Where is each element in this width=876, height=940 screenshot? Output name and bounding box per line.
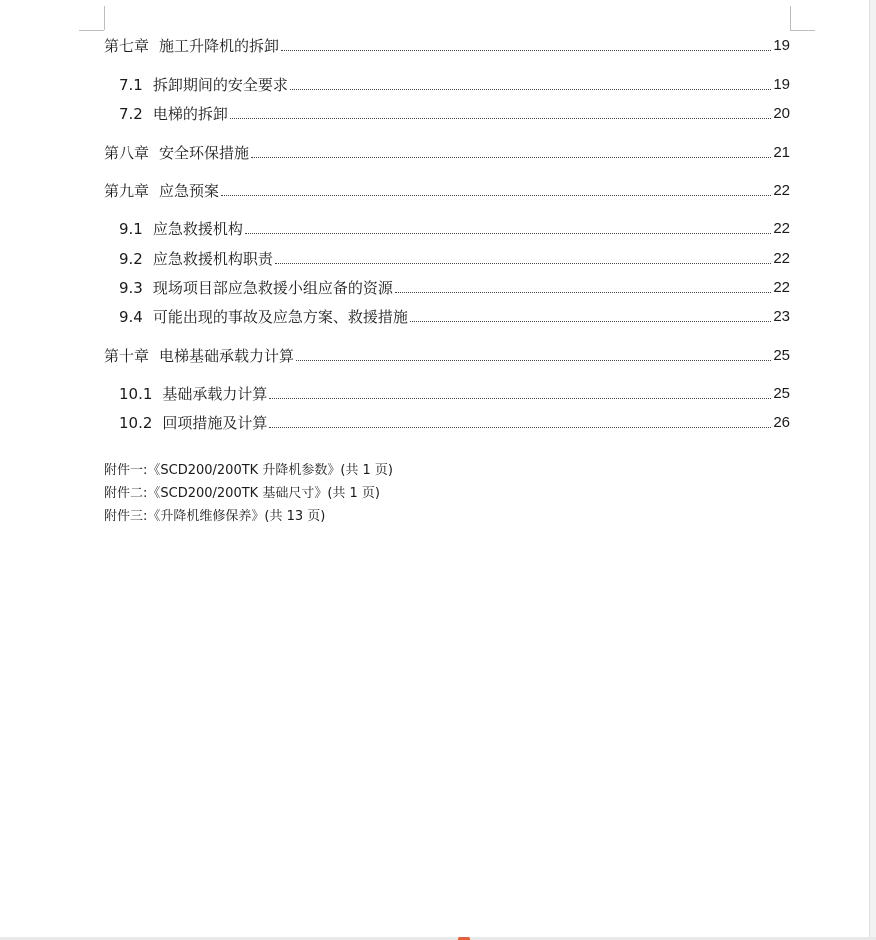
toc-entry-section-9-3[interactable] (119, 278, 790, 298)
crop-mark-top-left-horizontal (79, 30, 104, 31)
toc-page-number: 25 (773, 347, 790, 364)
attachment-list (104, 459, 393, 528)
toc-entry-title: 9.1 应急救援机构 (119, 220, 243, 238)
toc-entry-section-9-4[interactable] (119, 307, 790, 327)
toc-page-number: 22 (773, 220, 790, 237)
toc-leader-dots (269, 427, 771, 428)
toc-entry-title: 7.1 拆卸期间的安全要求 (119, 76, 288, 94)
toc-entry-chapter-8[interactable] (104, 143, 790, 163)
toc-entry-chapter-7[interactable] (104, 36, 790, 56)
toc-page-number: 20 (773, 105, 790, 122)
toc-entry-title: 9.2 应急救援机构职责 (119, 250, 273, 268)
toc-entry-section-10-2[interactable] (119, 413, 790, 433)
toc-page-number: 22 (773, 182, 790, 199)
toc-entry-title: 7.2 电梯的拆卸 (119, 105, 228, 123)
crop-mark-top-right-horizontal (790, 30, 815, 31)
toc-page-number: 22 (773, 250, 790, 267)
toc-page-number: 26 (773, 414, 790, 431)
attachment-line-3: 附件三:《升降机维修保养》(共 13 页) (104, 509, 326, 524)
toc-entry-section-7-2[interactable] (119, 104, 790, 124)
toc-entry-chapter-9[interactable] (104, 181, 790, 201)
toc-leader-dots (269, 398, 771, 399)
crop-mark-top-right-vertical (790, 6, 791, 30)
attachment-line-1: 附件一:《SCD200/200TK 升降机参数》(共 1 页) (104, 463, 394, 478)
toc-leader-dots (275, 263, 771, 264)
toc-entry-title: 第十章 电梯基础承载力计算 (104, 347, 295, 365)
attachment-line-2: 附件二:《SCD200/200TK 基础尺寸》(共 1 页) (104, 486, 381, 501)
toc-entry-section-9-1[interactable] (119, 219, 790, 239)
toc-page-number: 19 (773, 37, 790, 54)
toc-leader-dots (290, 89, 771, 90)
toc-leader-dots (221, 195, 771, 196)
toc-page-number: 21 (773, 144, 790, 161)
toc-leader-dots (395, 292, 771, 293)
toc-entry-title: 10.1 基础承载力计算 (119, 385, 268, 403)
toc-leader-dots (230, 118, 771, 119)
toc-page-number: 25 (773, 385, 790, 402)
toc-entry-chapter-10[interactable] (104, 346, 790, 366)
toc-leader-dots (251, 157, 771, 158)
toc-entry-section-9-2[interactable] (119, 249, 790, 269)
toc-page-number: 23 (773, 308, 790, 325)
vertical-scrollbar-edge[interactable] (869, 0, 876, 940)
toc-entry-title: 第七章 施工升降机的拆卸 (104, 37, 280, 55)
toc-entry-title: 9.3 现场项目部应急救援小组应备的资源 (119, 279, 393, 297)
toc-entry-title: 9.4 可能出现的事故及应急方案、救援措施 (119, 308, 408, 326)
toc-page-number: 22 (773, 279, 790, 296)
crop-mark-top-left-vertical (104, 6, 105, 30)
toc-entry-title: 第八章 安全环保措施 (104, 144, 250, 162)
toc-entry-section-7-1[interactable] (119, 75, 790, 95)
toc-leader-dots (281, 50, 771, 51)
toc-leader-dots (410, 321, 771, 322)
toc-leader-dots (245, 233, 771, 234)
toc-page-number: 19 (773, 76, 790, 93)
toc-leader-dots (296, 360, 771, 361)
toc-entry-title: 10.2 回项措施及计算 (119, 414, 268, 432)
toc-entry-title: 第九章 应急预案 (104, 182, 220, 200)
toc-entry-section-10-1[interactable] (119, 384, 790, 404)
